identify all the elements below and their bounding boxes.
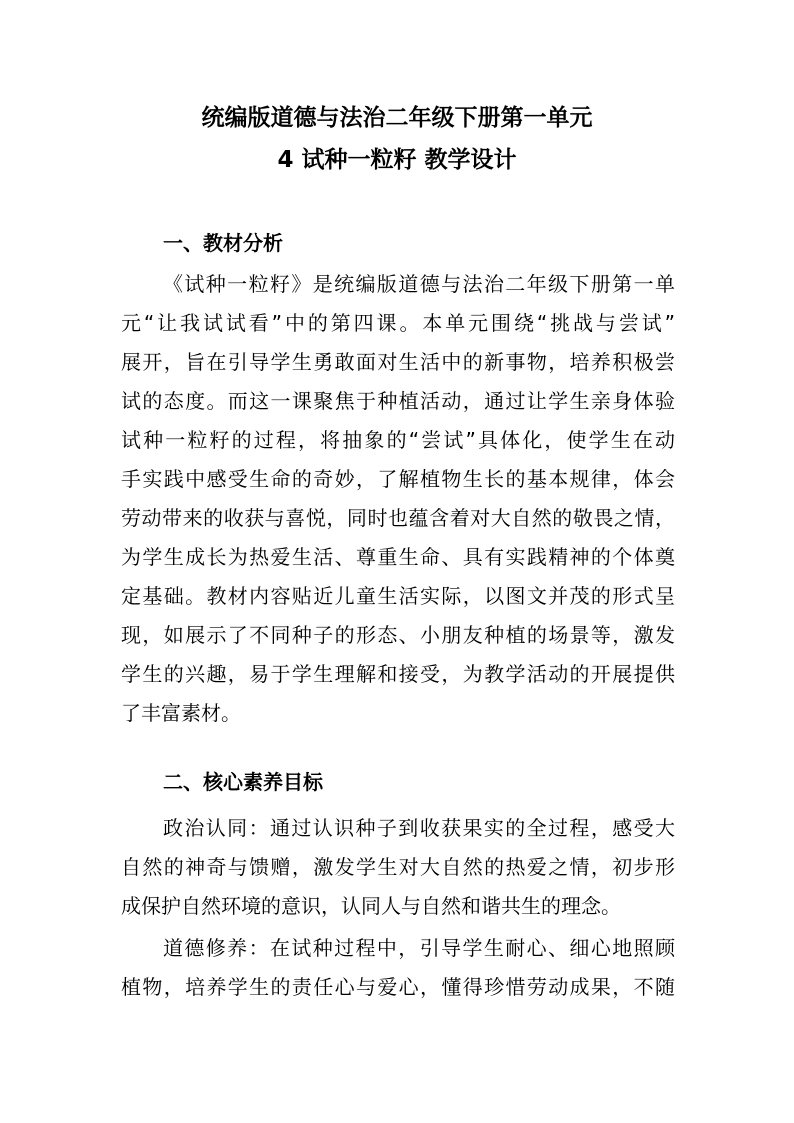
text-line: 展开，旨在引导学生勇敢面对生活中的新事物，培养积极尝 [121, 350, 675, 374]
document-subtitle: 4 试种一粒籽 教学设计 [277, 147, 517, 173]
text-line: 了丰富素材。 [121, 701, 241, 725]
text-line: 学生的兴趣，易于学生理解和接受，为教学活动的开展提供 [121, 662, 675, 686]
section-heading-core-literacy-goals: 二、核心素养目标 [163, 770, 323, 794]
paragraph-political-identity [121, 809, 675, 926]
text-line: 《试种一粒籽》是统编版道德与法治二年级下册第一单 [163, 272, 675, 296]
document-title: 统编版道德与法治二年级下册第一单元 [201, 105, 593, 131]
text-line: 道德修养：在试种过程中，引导学生耐心、细心地照顾 [163, 936, 675, 960]
text-line: 自然的神奇与馈赠，激发学生对大自然的热爱之情，初步形 [121, 855, 675, 879]
text-line: 劳动带来的收获与喜悦，同时也蕴含着对大自然的敬畏之情， [121, 506, 675, 530]
text-line: 手实践中感受生命的奇妙，了解植物生长的基本规律，体会 [121, 467, 675, 491]
text-line: 试种一粒籽的过程，将抽象的“尝试”具体化，使学生在动 [121, 428, 675, 452]
text-line: 现，如展示了不同种子的形态、小朋友种植的场景等，激发 [121, 623, 675, 647]
text-line: 元“让我试试看”中的第四课。本单元围绕“挑战与尝试” [121, 311, 675, 335]
text-line: 植物，培养学生的责任心与爱心，懂得珍惜劳动成果，不随 [121, 975, 675, 999]
section-heading-textbook-analysis: 一、教材分析 [163, 231, 283, 255]
paragraph-moral-cultivation [121, 929, 675, 1007]
text-line: 试的态度。而这一课聚焦于种植活动，通过让学生亲身体验 [121, 389, 675, 413]
text-line: 政治认同：通过认识种子到收获果实的全过程，感受大 [163, 816, 675, 840]
text-line: 定基础。教材内容贴近儿童生活实际，以图文并茂的形式呈 [121, 584, 675, 608]
text-line: 成保护自然环境的意识，认同人与自然和谐共生的理念。 [121, 894, 621, 918]
paragraph-textbook-analysis [121, 265, 675, 733]
text-line: 为学生成长为热爱生活、尊重生命、具有实践精神的个体奠 [121, 545, 675, 569]
